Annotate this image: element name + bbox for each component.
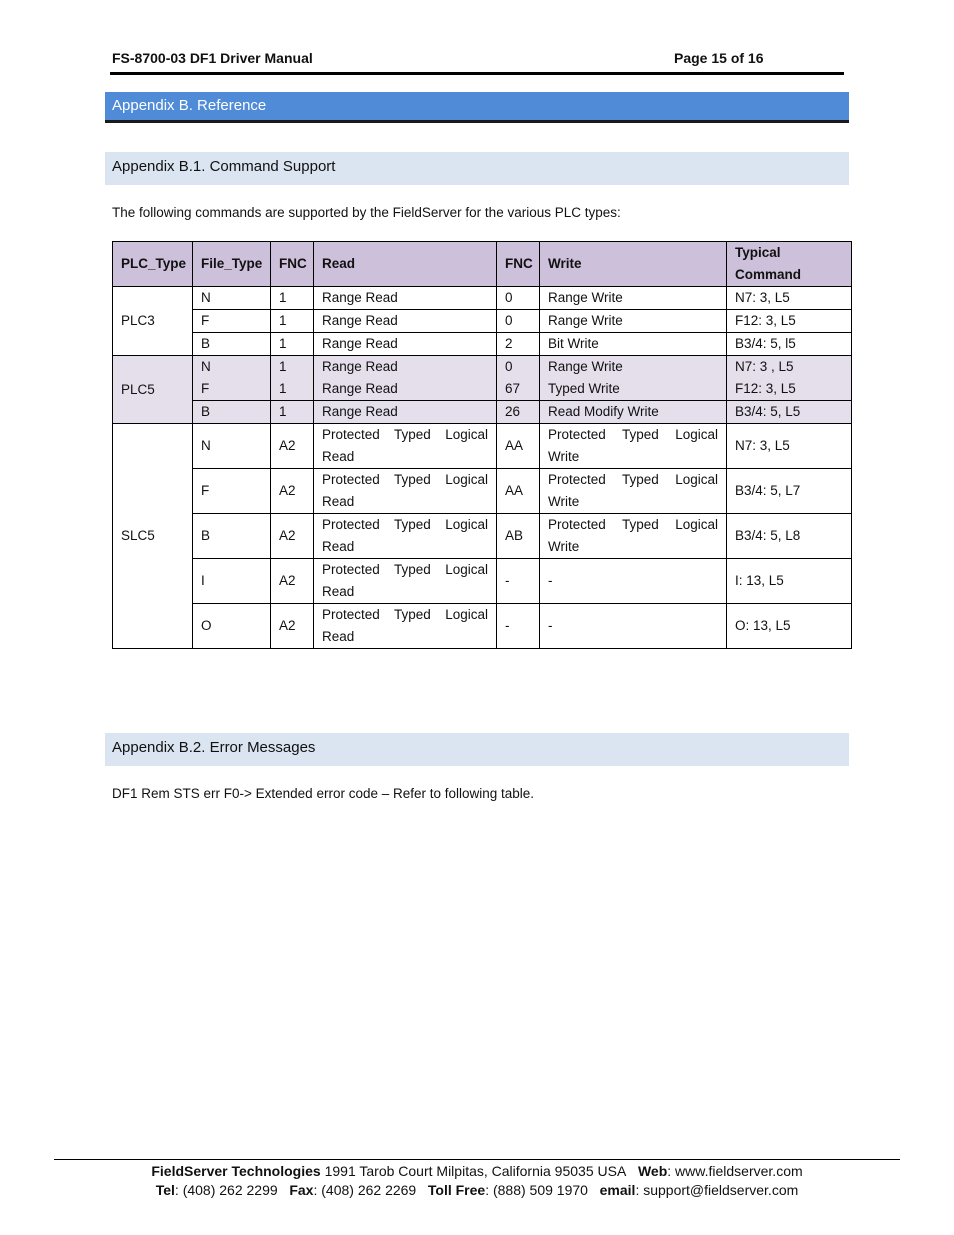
read-cell: [314, 514, 497, 559]
read-fnc-cell: A2: [271, 514, 314, 559]
command-support-table: [112, 241, 852, 649]
table-row: [113, 356, 852, 401]
write-cell: Range Write: [540, 310, 727, 333]
write-fnc-cell: -: [497, 604, 540, 649]
read-text-line2: Read: [322, 494, 355, 509]
typical-command-cell: [727, 356, 852, 401]
footer-company: FieldServer Technologies: [151, 1163, 321, 1179]
write-fnc-cell: 26: [497, 401, 540, 424]
file-type-cell: B: [193, 514, 271, 559]
read-text-line2: Read: [322, 629, 355, 644]
write-fnc-cell: 2: [497, 333, 540, 356]
read-fnc-cell: 1: [271, 333, 314, 356]
write-fnc-value: 67: [505, 381, 521, 396]
read-text-line2: Read: [322, 539, 355, 554]
footer-tel-label: Tel: [155, 1182, 175, 1198]
table-row: [113, 424, 852, 469]
write-cell: Bit Write: [540, 333, 727, 356]
read-text-line1: Protected Typed Logical: [322, 562, 488, 577]
table-row: [113, 604, 852, 649]
write-cell: -: [540, 559, 727, 604]
typical-command-cell: N7: 3, L5: [727, 287, 852, 310]
footer-fax: : (408) 262 2269: [313, 1182, 417, 1198]
read-text-line2: Read: [322, 449, 355, 464]
file-type-cell: B: [193, 401, 271, 424]
write-cell: [540, 424, 727, 469]
file-type-cell: F: [193, 469, 271, 514]
write-text-line1: Protected Typed Logical: [548, 472, 718, 487]
footer-email[interactable]: : support@fieldserver.com: [635, 1182, 799, 1198]
read-fnc-cell: [271, 356, 314, 401]
read-cell: Range Read: [314, 333, 497, 356]
footer-address: 1991 Tarob Court Milpitas, California 95035 USA: [320, 1163, 627, 1179]
error-paragraph: DF1 Rem STS err F0-> Extended error code – Refer to following table.: [112, 786, 535, 801]
typical-command-cell: I: 13, L5: [727, 559, 852, 604]
read-fnc-value: 1: [279, 359, 287, 374]
footer-rule: [54, 1159, 900, 1160]
write-text-line1: Protected Typed Logical: [548, 427, 718, 442]
write-fnc-cell: -: [497, 559, 540, 604]
table-header-row: [113, 242, 852, 287]
write-fnc-cell: [497, 356, 540, 401]
footer-email-label: email: [599, 1182, 636, 1198]
table-row: [113, 401, 852, 424]
write-value: Typed Write: [548, 381, 620, 396]
read-text-line2: Read: [322, 584, 355, 599]
typical-command-value: F12: 3, L5: [735, 381, 796, 396]
footer-line-2: [0, 1182, 954, 1198]
write-fnc-cell: AA: [497, 424, 540, 469]
section-heading-error-messages: Appendix B.2. Error Messages: [105, 733, 849, 766]
write-text-line1: Protected Typed Logical: [548, 517, 718, 532]
typical-command-cell: B3/4: 5, l5: [727, 333, 852, 356]
read-fnc-cell: A2: [271, 469, 314, 514]
read-text-line1: Protected Typed Logical: [322, 607, 488, 622]
table-row: [113, 559, 852, 604]
page-number: Page 15 of 16: [674, 50, 764, 66]
write-fnc-cell: AB: [497, 514, 540, 559]
read-fnc-cell: A2: [271, 424, 314, 469]
table-row: [113, 333, 852, 356]
typical-command-cell: F12: 3, L5: [727, 310, 852, 333]
table-row: [113, 287, 852, 310]
write-fnc-value: 0: [505, 359, 513, 374]
read-text-line1: Protected Typed Logical: [322, 427, 488, 442]
section-heading-command-support: Appendix B.1. Command Support: [105, 152, 849, 185]
write-value: Range Write: [548, 359, 623, 374]
typical-command-cell: N7: 3, L5: [727, 424, 852, 469]
footer-line-1: [0, 1163, 954, 1179]
typical-command-cell: B3/4: 5, L8: [727, 514, 852, 559]
write-cell: [540, 514, 727, 559]
file-type-value: N: [201, 359, 211, 374]
read-fnc-cell: 1: [271, 310, 314, 333]
write-text-line2: Write: [548, 449, 580, 464]
read-fnc-cell: A2: [271, 559, 314, 604]
read-cell: [314, 604, 497, 649]
col-header-plc-type: PLC_Type: [113, 242, 193, 287]
write-text-line2: Write: [548, 494, 580, 509]
footer-fax-label: Fax: [289, 1182, 314, 1198]
file-type-cell: I: [193, 559, 271, 604]
table-row: [113, 514, 852, 559]
footer-tollfree: : (888) 509 1970: [485, 1182, 588, 1198]
footer-tel: : (408) 262 2299: [174, 1182, 278, 1198]
typical-command-cell: B3/4: 5, L5: [727, 401, 852, 424]
file-type-cell: N: [193, 424, 271, 469]
read-value: Range Read: [322, 359, 398, 374]
file-type-cell: F: [193, 310, 271, 333]
file-type-cell: N: [193, 287, 271, 310]
read-fnc-cell: A2: [271, 604, 314, 649]
write-fnc-cell: 0: [497, 287, 540, 310]
document-title: FS-8700-03 DF1 Driver Manual: [112, 50, 313, 66]
read-cell: [314, 469, 497, 514]
read-fnc-cell: 1: [271, 287, 314, 310]
col-header-read: Read: [314, 242, 497, 287]
write-text-line2: Write: [548, 539, 580, 554]
header-rule: [110, 72, 844, 75]
plc-type-cell: SLC5: [113, 424, 193, 649]
footer-web[interactable]: : www.fieldserver.com: [667, 1163, 803, 1179]
plc-type-cell: PLC5: [113, 356, 193, 424]
plc-type-cell: PLC3: [113, 287, 193, 356]
file-type-cell: O: [193, 604, 271, 649]
write-fnc-cell: AA: [497, 469, 540, 514]
write-cell: Read Modify Write: [540, 401, 727, 424]
write-cell: [540, 356, 727, 401]
read-cell: Range Read: [314, 310, 497, 333]
read-cell: [314, 356, 497, 401]
write-fnc-cell: 0: [497, 310, 540, 333]
file-type-value: F: [201, 381, 210, 396]
col-header-read-fnc: FNC: [271, 242, 314, 287]
read-cell: [314, 559, 497, 604]
read-cell: Range Read: [314, 401, 497, 424]
read-value: Range Read: [322, 381, 398, 396]
intro-paragraph: The following commands are supported by the FieldServer for the various PLC types:: [112, 205, 621, 220]
read-fnc-value: 1: [279, 381, 287, 396]
typical-command-cell: B3/4: 5, L7: [727, 469, 852, 514]
col-header-write-fnc: FNC: [497, 242, 540, 287]
table-row: [113, 469, 852, 514]
write-cell: Range Write: [540, 287, 727, 310]
read-fnc-cell: 1: [271, 401, 314, 424]
footer-web-label: Web: [637, 1163, 668, 1179]
read-cell: Range Read: [314, 287, 497, 310]
appendix-heading: Appendix B. Reference: [105, 92, 849, 123]
write-cell: -: [540, 604, 727, 649]
file-type-cell: [193, 356, 271, 401]
table-row: [113, 310, 852, 333]
read-text-line1: Protected Typed Logical: [322, 517, 488, 532]
file-type-cell: B: [193, 333, 271, 356]
typical-command-cell: O: 13, L5: [727, 604, 852, 649]
footer-tollfree-label: Toll Free: [427, 1182, 486, 1198]
read-cell: [314, 424, 497, 469]
col-header-typical-command: Typical Command: [727, 242, 852, 287]
col-header-write: Write: [540, 242, 727, 287]
read-text-line1: Protected Typed Logical: [322, 472, 488, 487]
typical-command-value: N7: 3 , L5: [735, 359, 794, 374]
col-header-file-type: File_Type: [193, 242, 271, 287]
write-cell: [540, 469, 727, 514]
